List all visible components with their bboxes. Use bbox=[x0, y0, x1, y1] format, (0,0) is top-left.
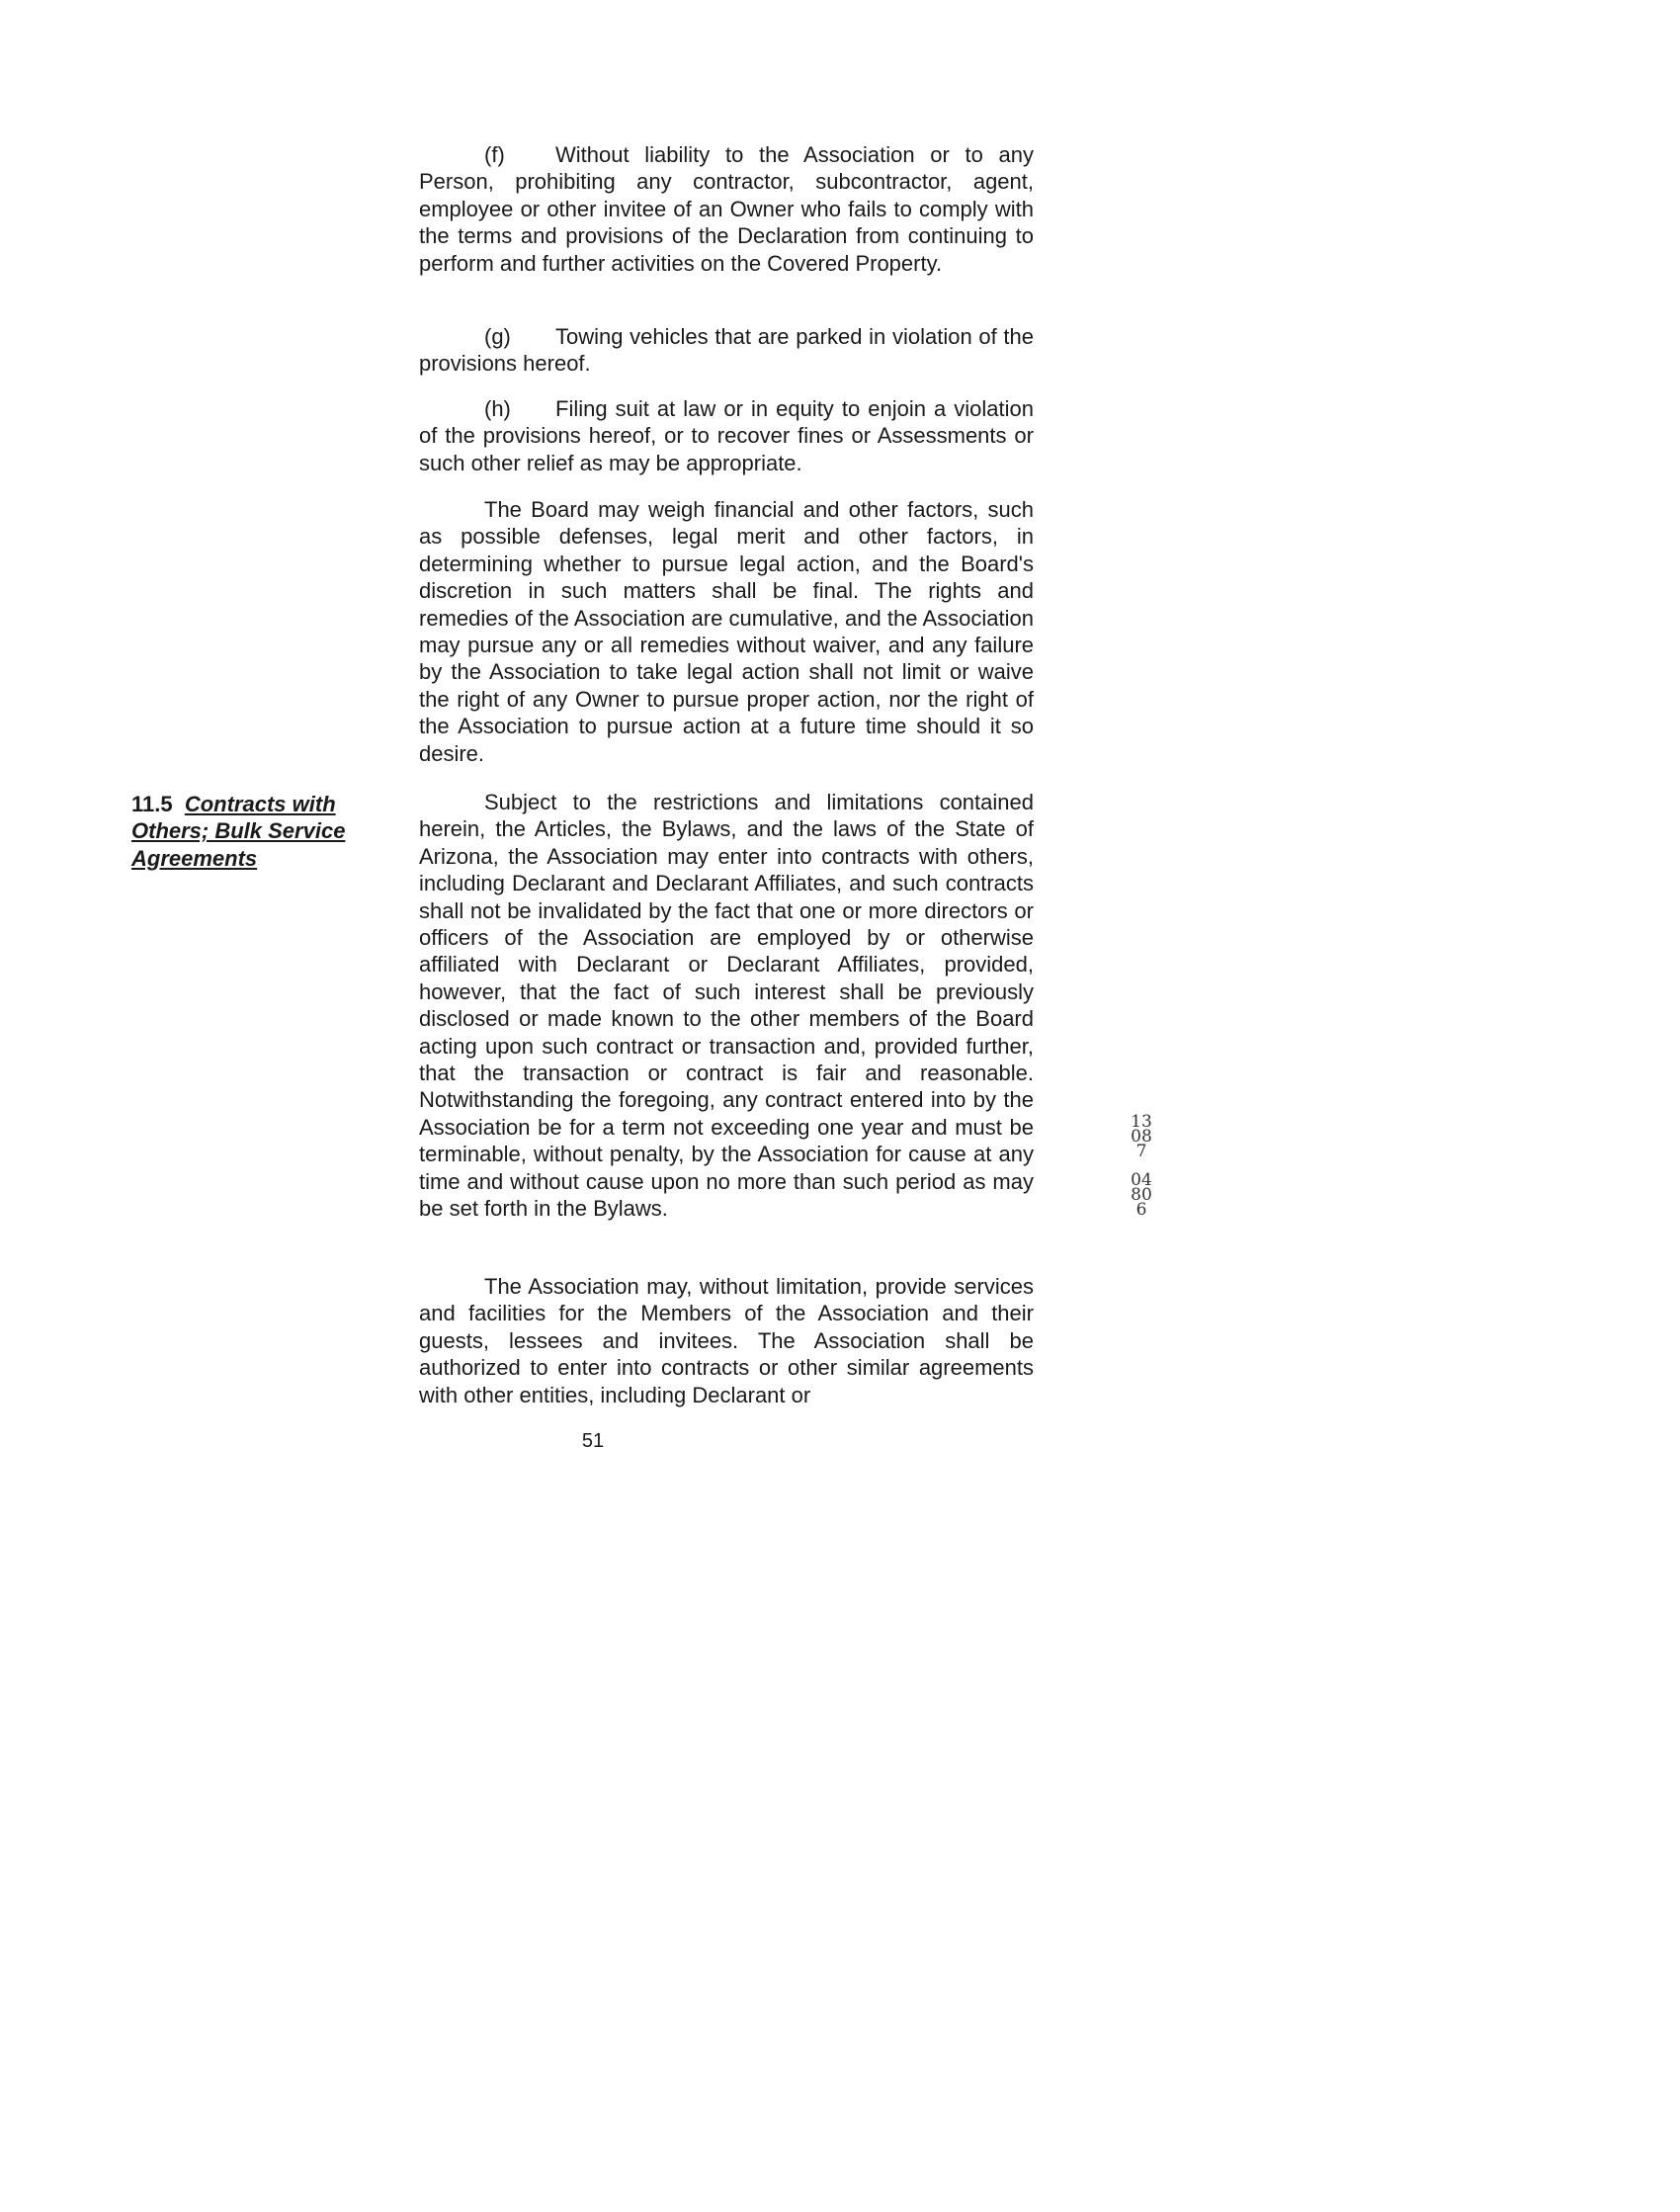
recording-stamp-part2: 04806 bbox=[1131, 1170, 1152, 1220]
recording-stamp-part1: 13087 bbox=[1131, 1112, 1152, 1161]
item-h-text: Filing suit at law or in equity to enjoin a violation of the provisions hereof, or to recover fines or Assessments or such other relief as may be appropriate. bbox=[419, 396, 1034, 475]
item-g-label: (g) bbox=[484, 324, 511, 349]
board-discretion-paragraph: The Board may weigh financial and other factors, such as possible defenses, legal merit and other factors, in determining whether to pursue legal action, and the Board's discretion in such matters shall be final. The rights and remedies of the Association are cumulative, and the Association may pursue any or all remedies without waiver, and any failure by the Association to take legal action shall not limit or waive the right of any Owner to pursue proper action, nor the right of the Association to pursue action at a future time should it so desire. bbox=[419, 497, 1034, 766]
item-g-text: Towing vehicles that are parked in violation of the provisions hereof. bbox=[419, 324, 1034, 377]
section-heading bbox=[131, 791, 378, 872]
section-title: Contracts with Others; Bulk Service Agreements bbox=[131, 792, 346, 871]
item-f-text: Without liability to the Association or to any Person, prohibiting any contractor, subcontractor, agent, employee or other invitee of an Owner who fails to comply with the terms and provisions of the Declaration from continuing to perform and further activities on the Covered Property. bbox=[419, 142, 1034, 276]
section-paragraph-contracts: Subject to the restrictions and limitations contained herein, the Articles, the Bylaws, and the laws of the State of Arizona, the Association may enter into contracts with others, including Declarant and Declarant Affiliates, and such contracts shall not be invalidated by the fact that one or more directors or officers of the Association are employed by or otherwise affiliated with Declarant or Declarant Affiliates, provided, however, that the fact of such interest shall be previously disclosed or made known to the other members of the Board acting upon such contract or transaction and, provided further, that the transaction or contract is fair and reasonable. Notwithstanding the foregoing, any contract entered into by the Association be for a term not exceeding one year and must be terminable, without penalty, by the Association for cause at any time and without cause upon no more than such period as may be set forth in the Bylaws. bbox=[419, 790, 1034, 1222]
section-paragraph-services: The Association may, without limitation, provide services and facilities for the Members of the Association and their guests, lessees and invitees. The Association shall be authorized to enter into contracts or other similar agreements with other entities, including Declarant or bbox=[419, 1274, 1034, 1407]
item-h-paragraph bbox=[419, 395, 1034, 476]
item-f-paragraph bbox=[419, 141, 1034, 277]
item-h-label: (h) bbox=[484, 396, 511, 421]
page-number: 51 bbox=[581, 1430, 605, 1452]
section-number: 11.5 bbox=[131, 792, 173, 816]
recording-stamp bbox=[1130, 1112, 1153, 1220]
item-g-paragraph bbox=[419, 323, 1034, 378]
item-f-label: (f) bbox=[484, 142, 505, 167]
